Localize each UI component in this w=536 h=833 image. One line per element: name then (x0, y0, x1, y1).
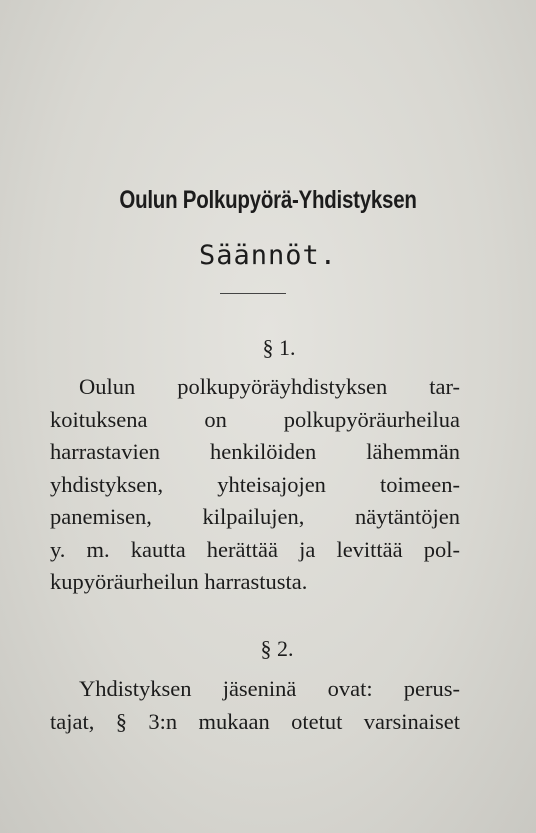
paragraph-line: tajat, § 3:n mukaan otetut varsinaiset (50, 708, 460, 734)
paragraph-line: Yhdistyksen jäseninä ovat: perus- (79, 676, 460, 701)
paragraph-line: yhdistyksen, yhteisajojen toimeen- (50, 471, 460, 497)
document-subtitle: Säännöt. (198, 240, 338, 271)
paragraph-line: Oulun polkupyöräyhdistyksen tar- (79, 374, 460, 399)
paragraph-line: harrastavien henkilöiden lähemmän (50, 439, 460, 464)
title-divider (220, 293, 286, 294)
paragraph-line: koituksena on polkupyöräurheilua (50, 406, 460, 432)
paragraph-line: kupyöräurheilun harrastusta. (50, 569, 308, 594)
paragraph-line: panemisen, kilpailujen, näytäntöjen (50, 504, 460, 529)
section-2-paragraph (50, 673, 460, 738)
section-1-paragraph (50, 371, 460, 599)
document-title: Oulun Polkupyörä-Yhdistyksen (119, 186, 417, 214)
section-2-heading: § 2. (260, 636, 294, 661)
paragraph-line: y. m. kautta herättää ja levittää pol- (50, 536, 460, 562)
section-1-heading: § 1. (262, 335, 296, 360)
